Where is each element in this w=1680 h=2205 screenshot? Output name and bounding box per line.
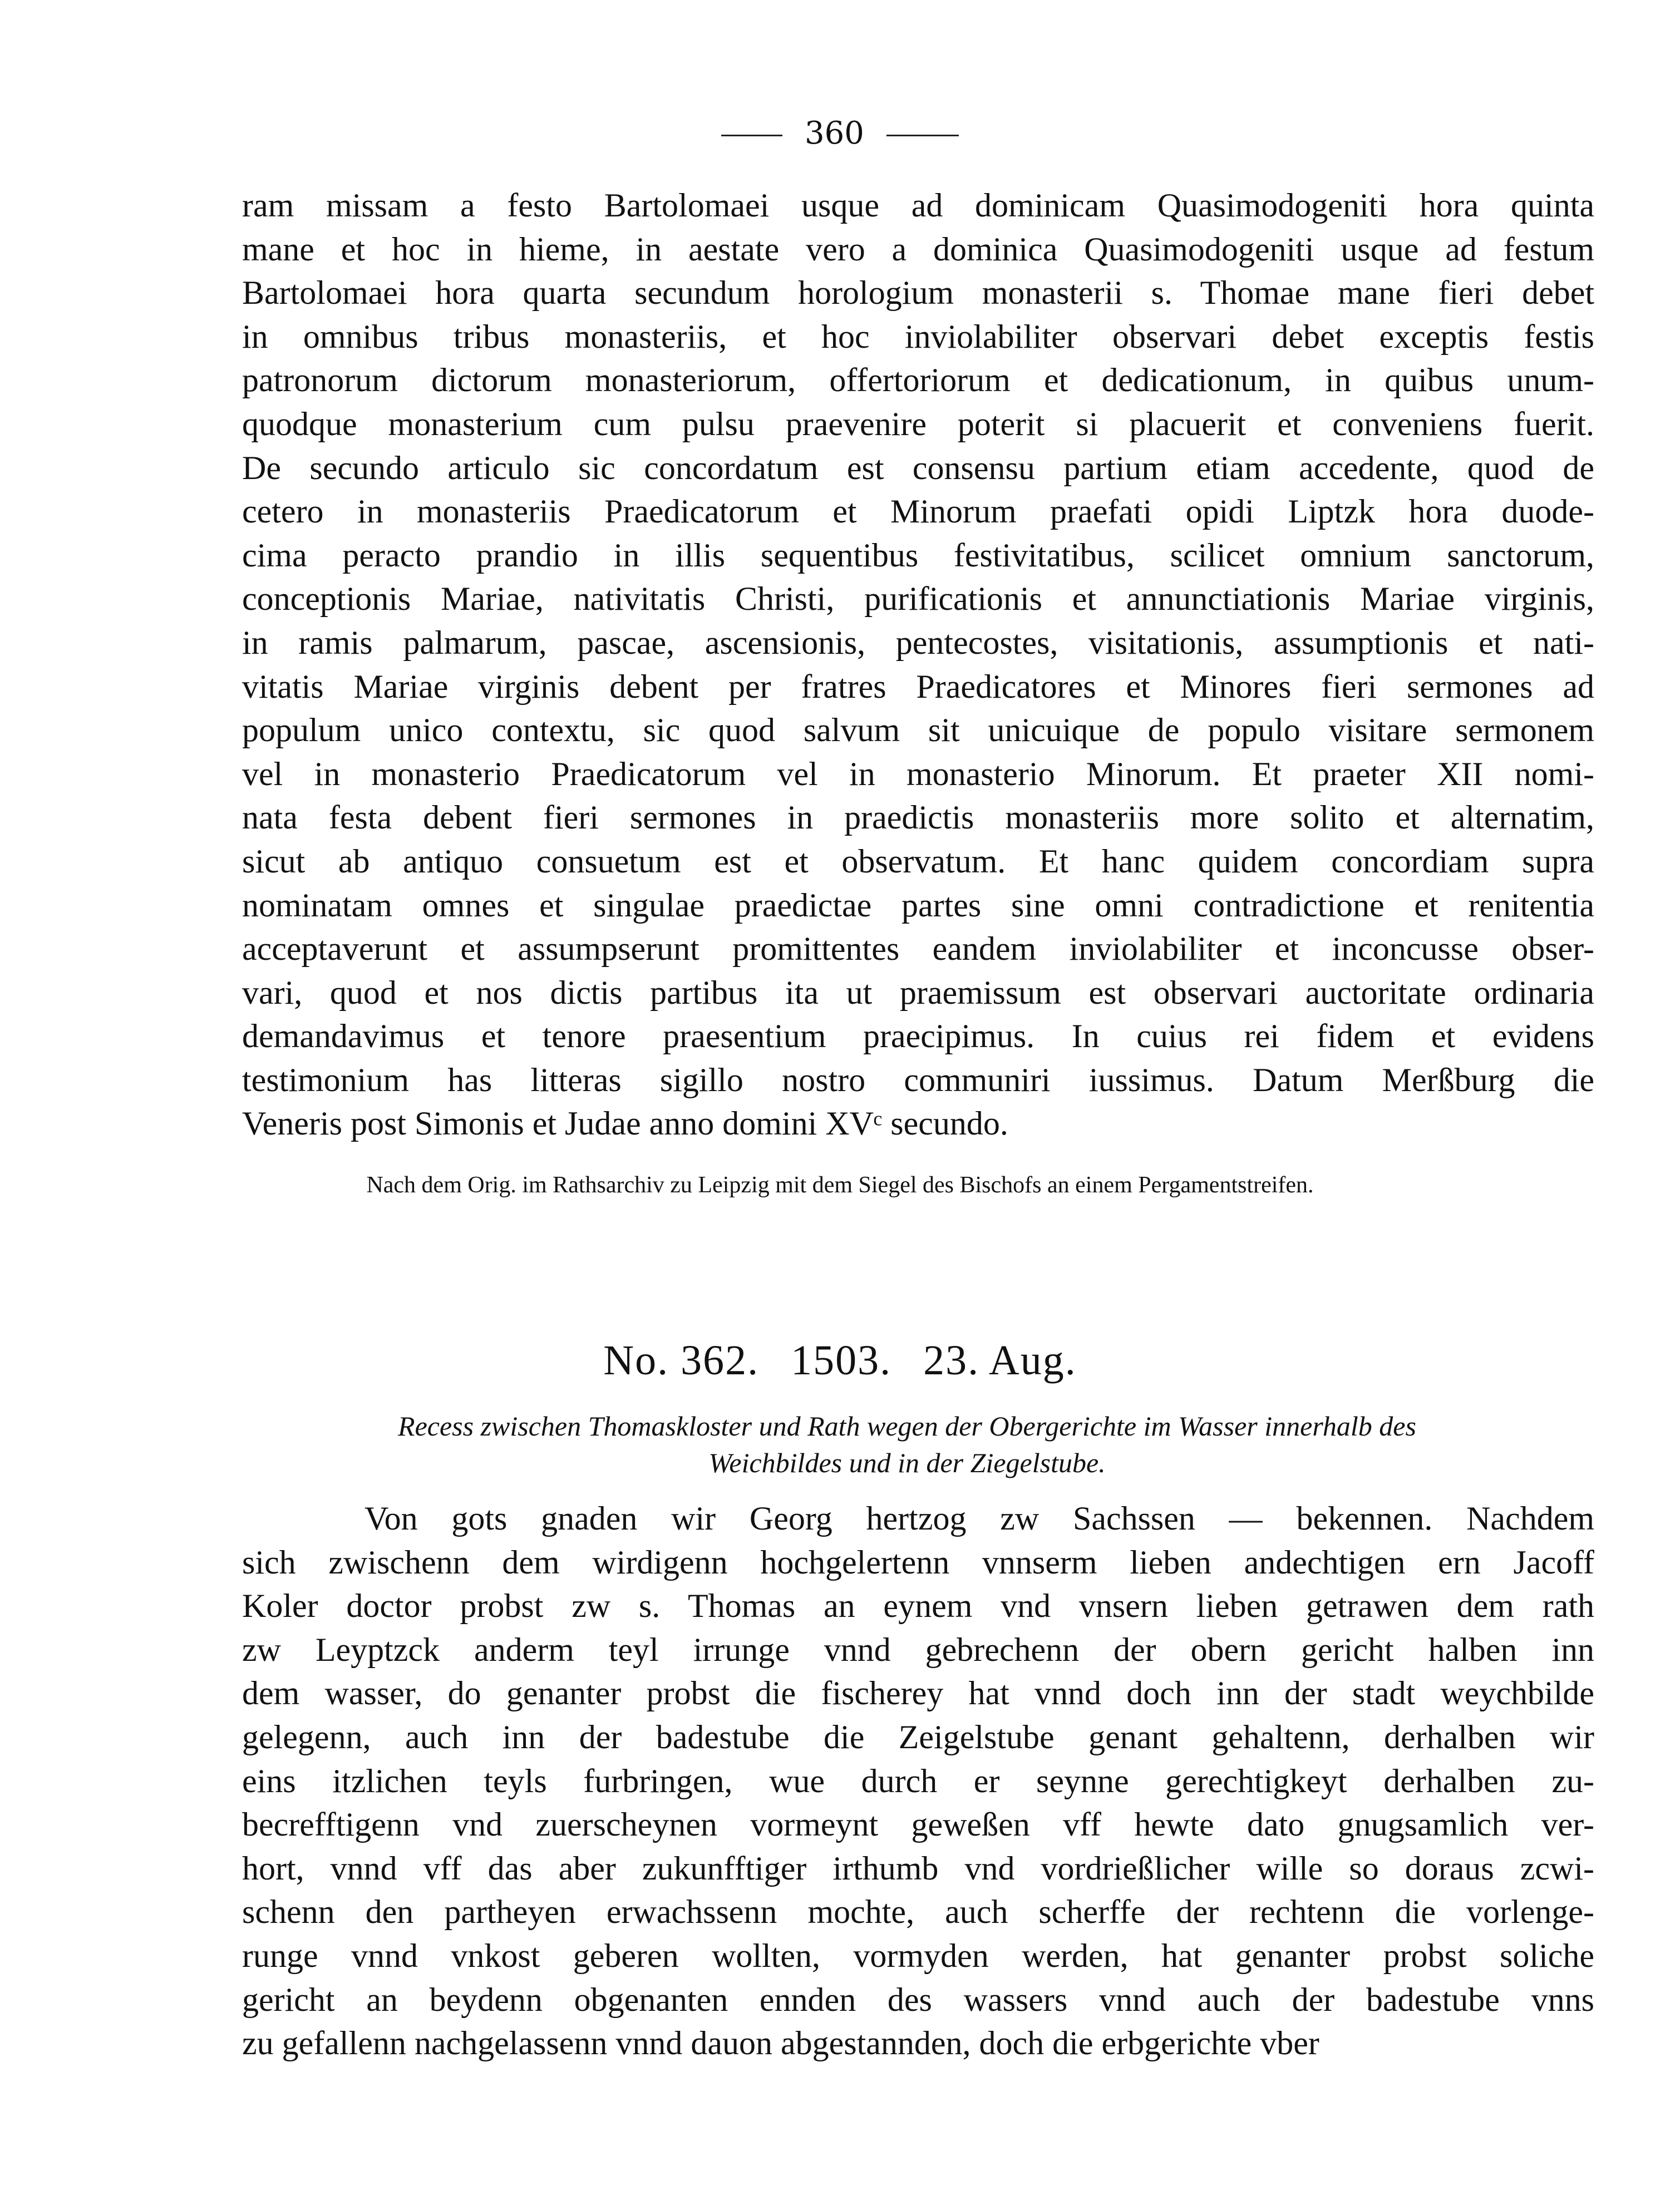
summary-line: Weichbildes und in der Ziegelstube. — [708, 1447, 1106, 1478]
text-line: in omnibus tribus monasteriis, et hoc inviolabiliter observari debet exceptis festis — [242, 318, 1594, 355]
text-line: mane et hoc in hieme, in aestate vero a dominica Quasimodogeniti usque ad festum — [242, 230, 1594, 268]
text-line: Veneris post Simonis et Judae anno domini XVᶜ secundo. — [242, 1105, 1008, 1142]
document-text — [242, 1497, 1594, 2065]
document-heading — [0, 1335, 1680, 1385]
text-line: zw Leyptzck anderm teyl irrunge vnnd gebrechenn der obern gericht halben inn — [242, 1631, 1594, 1668]
text-line: ram missam a festo Bartolomaei usque ad dominicam Quasimodogeniti hora quinta — [242, 187, 1594, 224]
text-line: acceptaverunt et assumpserunt promittentes eandem inviolabiliter et inconcusse obser- — [242, 930, 1594, 968]
text-line: conceptionis Mariae, nativitatis Christi, purificationis et annunctiationis Mariae virginis, — [242, 580, 1594, 618]
summary-line: Recess zwischen Thomaskloster und Rath wegen der Obergerichte im Wasser innerhalb des — [398, 1410, 1416, 1442]
text-line: gericht an beydenn obgenanten ennden des wassers vnnd auch der badestube vnns — [242, 1981, 1594, 2018]
continuation-text — [242, 184, 1594, 1146]
page-number: 360 — [805, 115, 864, 151]
text-line: sicut ab antiquo consuetum est et observatum. Et hanc quidem concordiam supra — [242, 842, 1594, 880]
text-line: vari, quod et nos dictis partibus ita ut praemissum est observari auctoritate ordinaria — [242, 974, 1594, 1011]
text-line: quodque monasterium cum pulsu praevenire poterit si placuerit et conveniens fuerit. — [242, 405, 1594, 442]
text-line: Von gots gnaden wir Georg hertzog zw Sachssen — bekennen. Nachdem — [364, 1500, 1594, 1537]
text-line: vitatis Mariae virginis debent per fratres Praedicatores et Minores fieri sermones ad — [242, 668, 1594, 705]
header-rule-left — [721, 135, 782, 136]
document-summary — [267, 1408, 1547, 1481]
text-line: schenn den partheyen erwachssenn mochte, auch scherffe der rechtenn die vorlenge- — [242, 1893, 1594, 1931]
text-line: in ramis palmarum, pascae, ascensionis, pentecostes, visitationis, assumptionis et nati- — [242, 624, 1594, 661]
page-header — [0, 114, 1680, 153]
text-line: zu gefallenn nachgelassenn vnnd dauon abgestannden, doch die erbgerichte vber — [242, 2025, 1319, 2062]
text-line: cetero in monasteriis Praedicatorum et Minorum praefati opidi Liptzk hora duode- — [242, 493, 1594, 530]
text-line: nominatam omnes et singulae praedictae partes sine omni contradictione et renitentia — [242, 886, 1594, 924]
source-note: Nach dem Orig. im Rathsarchiv zu Leipzig mit dem Siegel des Bischofs an einem Pergamentstreifen. — [366, 1172, 1314, 1198]
text-line: vel in monasterio Praedicatorum vel in monasterio Minorum. Et praeter XII nomi- — [242, 755, 1594, 792]
text-line: sich zwischenn dem wirdigenn hochgelertenn vnnserm lieben andechtigen ern Jacoff — [242, 1543, 1594, 1581]
text-line: nata festa debent fieri sermones in praedictis monasteriis more solito et alternatim, — [242, 799, 1594, 836]
text-line: testimonium has litteras sigillo nostro communiri iussimus. Datum Merßburg die — [242, 1061, 1594, 1098]
text-line: De secundo articulo sic concordatum est consensu partium etiam accedente, quod de — [242, 449, 1594, 486]
document-date: 23. Aug. — [923, 1337, 1077, 1384]
text-line: populum unico contextu, sic quod salvum sit unicuique de populo visitare sermonem — [242, 712, 1594, 749]
text-line: hort, vnnd vff das aber zukunfftiger irthumb vnd vordrießlicher wille so doraus zcwi- — [242, 1849, 1594, 1887]
text-line: demandavimus et tenore praesentium praecipimus. In cuius rei fidem et evidens — [242, 1018, 1594, 1055]
text-line: patronorum dictorum monasteriorum, offertoriorum et dedicationum, in quibus unum- — [242, 362, 1594, 399]
document-number: No. 362. — [603, 1337, 760, 1384]
text-line: runge vnnd vnkost geberen wollten, vormyden werden, hat genanter probst soliche — [242, 1937, 1594, 1974]
text-line: gelegenn, auch inn der badestube die Zeigelstube genant gehaltenn, derhalben wir — [242, 1718, 1594, 1755]
text-line: Bartolomaei hora quarta secundum horologium monasterii s. Thomae mane fieri debet — [242, 274, 1594, 312]
document-year: 1503. — [791, 1337, 892, 1384]
text-line: Koler doctor probst zw s. Thomas an eynem vnd vnsern lieben getrawen dem rath — [242, 1587, 1594, 1625]
text-line: becrefftigenn vnd zuerscheynen vormeynt geweßen vff hewte dato gnugsamlich ver- — [242, 1806, 1594, 1843]
header-rule-right — [886, 135, 959, 136]
text-line: dem wasser, do genanter probst die fischerey hat vnnd doch inn der stadt weychbilde — [242, 1675, 1594, 1712]
text-line: cima peracto prandio in illis sequentibus festivitatibus, scilicet omnium sanctorum, — [242, 536, 1594, 574]
text-line: eins itzlichen teyls furbringen, wue durch er seynne gerechtigkeyt derhalben zu- — [242, 1762, 1594, 1799]
